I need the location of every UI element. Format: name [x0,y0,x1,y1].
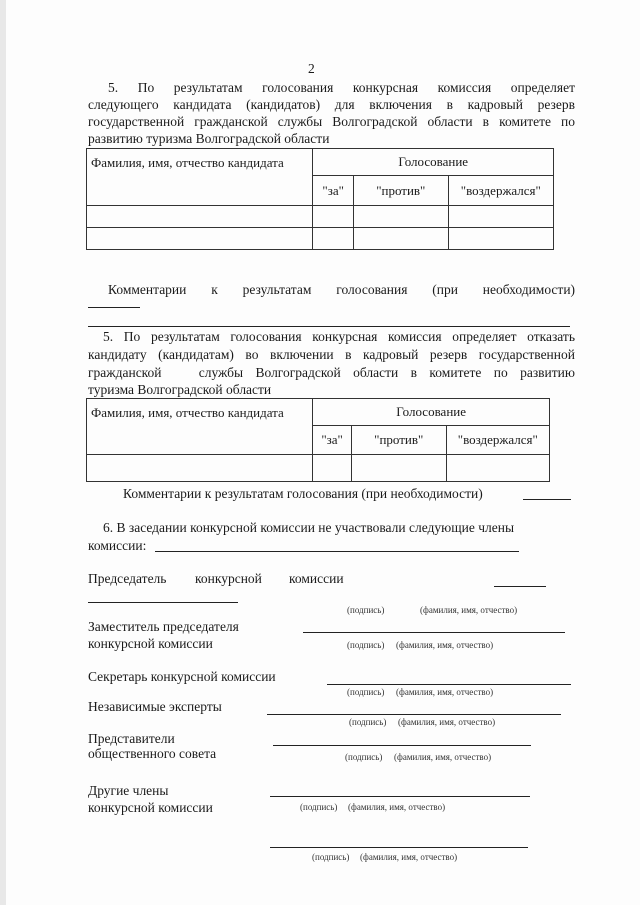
candidates-table-include [86,148,554,250]
comment-line [523,499,571,500]
secretary-sign-line [327,684,571,685]
col-name-header: Фамилия, имя, отчество кандидата [87,149,313,206]
col-za: "за" [313,426,352,455]
others-sign-line-2 [270,847,528,848]
section5a-line-3: государственной гражданской службы Волгоградской области в комитете по [88,114,575,129]
council-podpis-caption: (подпись) [345,752,383,762]
chair-word-2: конкурсной [195,571,262,586]
col-vote-header: Голосование [313,399,550,426]
col-vozderzhalsya: "воздержался" [446,426,549,455]
section5b-comment: Комментарии к результатам голосования (при необходимости) [123,486,483,501]
section5b-line-1: 5. По результатам голосования конкурсная комиссия определяет отказать [103,329,575,344]
others-podpis-caption-1: (подпись) [300,802,338,812]
section5a-line-2: следующего кандидата (кандидатов) для включения в кадровый резерв [88,97,575,112]
secretary-label: Секретарь конкурсной комиссии [88,669,276,684]
col-protiv: "против" [353,176,448,206]
section5a-line-4: развитию туризма Волгоградской области [88,131,330,146]
deputy-sign-line [303,632,565,633]
col-vozderzhalsya: "воздержался" [448,176,553,206]
col-vote-header: Голосование [313,149,554,176]
deputy-line-2: конкурсной комиссии [88,636,213,651]
experts-label: Независимые эксперты [88,699,222,714]
secretary-podpis-caption: (подпись) [347,687,385,697]
comment-line-short [88,307,140,308]
others-podpis-caption-2: (подпись) [312,852,350,862]
section6-line-1: 6. В заседании конкурсной комиссии не участвовали следующие члены [103,520,515,535]
table-row [87,206,554,228]
candidates-table-refuse [86,398,550,482]
chair-line-right [494,586,546,587]
council-line-2: общественного совета [88,746,217,761]
absent-members-line [155,551,519,552]
deputy-line-1: Заместитель председателя [88,619,239,634]
col-name-header: Фамилия, имя, отчество кандидата [87,399,313,455]
deputy-fio-caption: (фамилия, имя, отчество) [396,640,494,650]
section6-line-2: комиссии: [88,538,147,553]
others-line-2: конкурсной комиссии [88,800,213,815]
section5b-line-4: туризма Волгоградской области [88,382,272,397]
others-line-1: Другие члены [88,783,169,798]
others-fio-caption-1: (фамилия, имя, отчество) [348,802,446,812]
deputy-podpis-caption: (подпись) [347,640,385,650]
chair-word-3: комиссии [289,571,344,586]
others-sign-line-1 [270,796,530,797]
experts-podpis-caption: (подпись) [349,717,387,727]
section5a-comment: Комментарии к результатам голосования (при необходимости) [108,282,576,297]
col-za: "за" [313,176,354,206]
scan-edge [0,0,6,905]
council-line-1: Представители [88,731,175,746]
table-row [87,228,554,250]
section5a-line-1: 5. По результатам голосования конкурсная комиссия определяет [108,80,575,95]
comment-line-full [88,326,570,327]
chair-line-left [88,602,238,603]
page-number: 2 [308,61,315,76]
experts-fio-caption: (фамилия, имя, отчество) [398,717,496,727]
table-row [87,455,550,482]
chair-word-1: Председатель [88,571,167,586]
chair-podpis-caption: (подпись) [347,605,385,615]
experts-sign-line [267,714,561,715]
secretary-fio-caption: (фамилия, имя, отчество) [396,687,494,697]
chair-fio-caption: (фамилия, имя, отчество) [420,605,518,615]
section5b-line-3: гражданской службы Волгоградской области в комитете по развитию [88,365,575,380]
council-fio-caption: (фамилия, имя, отчество) [394,752,492,762]
col-protiv: "против" [351,426,446,455]
others-fio-caption-2: (фамилия, имя, отчество) [360,852,458,862]
section5b-line-2: кандидату (кандидатам) во включении в кадровый резерв государственной [88,347,575,362]
council-sign-line [273,745,531,746]
